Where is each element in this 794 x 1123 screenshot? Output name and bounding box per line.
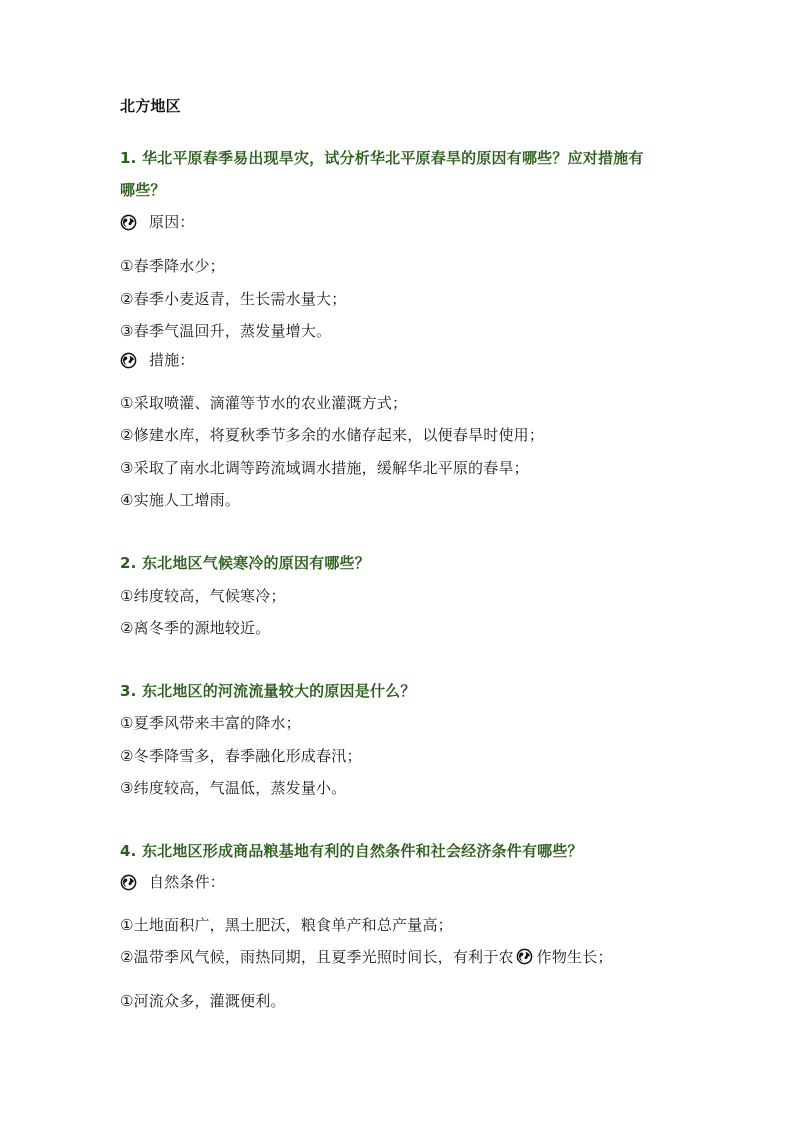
q4-item-2-part-1: ②温带季风气候，雨热同期，且夏季光照时间长，有利于农 xyxy=(120,948,514,966)
section-title: 北方地区 xyxy=(120,97,181,115)
globe-icon xyxy=(516,948,533,965)
q3-item-2: ②冬季降雪多，春季融化形成春汛； xyxy=(120,747,362,765)
question-1-line-1: 1. 华北平原春季易出现旱灾，试分析华北平原春旱的原因有哪些？应对措施有 xyxy=(120,149,644,167)
question-4-title: 4. 东北地区形成商品粮基地有利的自然条件和社会经济条件有哪些？ xyxy=(120,842,583,860)
q1-reasons-label: 原因： xyxy=(149,213,195,231)
q4-item-2 xyxy=(120,947,613,967)
q4-item-1: ①土地面积广，黑土肥沃，粮食单产和总产量高； xyxy=(120,916,453,934)
q1-reason-3: ③春季气温回升，蒸发量增大。 xyxy=(120,322,332,340)
q1-reasons-heading xyxy=(120,212,195,232)
question-3-title: 3. 东北地区的河流流量较大的原因是什么？ xyxy=(120,682,416,700)
q3-item-3: ③纬度较高，气温低，蒸发量小。 xyxy=(120,779,347,797)
question-2-title: 2. 东北地区气候寒冷的原因有哪些？ xyxy=(120,554,370,572)
q1-measure-1: ①采取喷灌、滴灌等节水的农业灌溉方式； xyxy=(120,394,408,412)
q4-natural-label: 自然条件： xyxy=(149,873,226,891)
q1-measures-heading xyxy=(120,350,195,370)
globe-icon xyxy=(120,352,137,369)
q2-item-2: ②离冬季的源地较近。 xyxy=(120,619,271,637)
question-1-line-2: 哪些？ xyxy=(120,181,166,199)
q1-reason-2: ②春季小麦返青，生长需水量大； xyxy=(120,290,347,308)
q4-item-2-part-2: 作物生长； xyxy=(536,948,613,966)
q4-item-3: ①河流众多，灌溉便利。 xyxy=(120,992,286,1010)
globe-icon xyxy=(120,874,137,891)
q1-reason-1: ①春季降水少； xyxy=(120,257,225,275)
q1-measures-label: 措施： xyxy=(149,351,195,369)
q3-item-1: ①夏季风带来丰富的降水； xyxy=(120,714,301,732)
q1-measure-3: ③采取了南水北调等跨流域调水措施，缓解华北平原的春旱； xyxy=(120,459,529,477)
q1-measure-4: ④实施人工增雨。 xyxy=(120,491,241,509)
q2-item-1: ①纬度较高，气候寒冷； xyxy=(120,587,286,605)
q1-measure-2: ②修建水库，将夏秋季节多余的水储存起来，以便春旱时使用； xyxy=(120,426,545,444)
q4-natural-heading xyxy=(120,872,225,892)
globe-icon xyxy=(120,214,137,231)
